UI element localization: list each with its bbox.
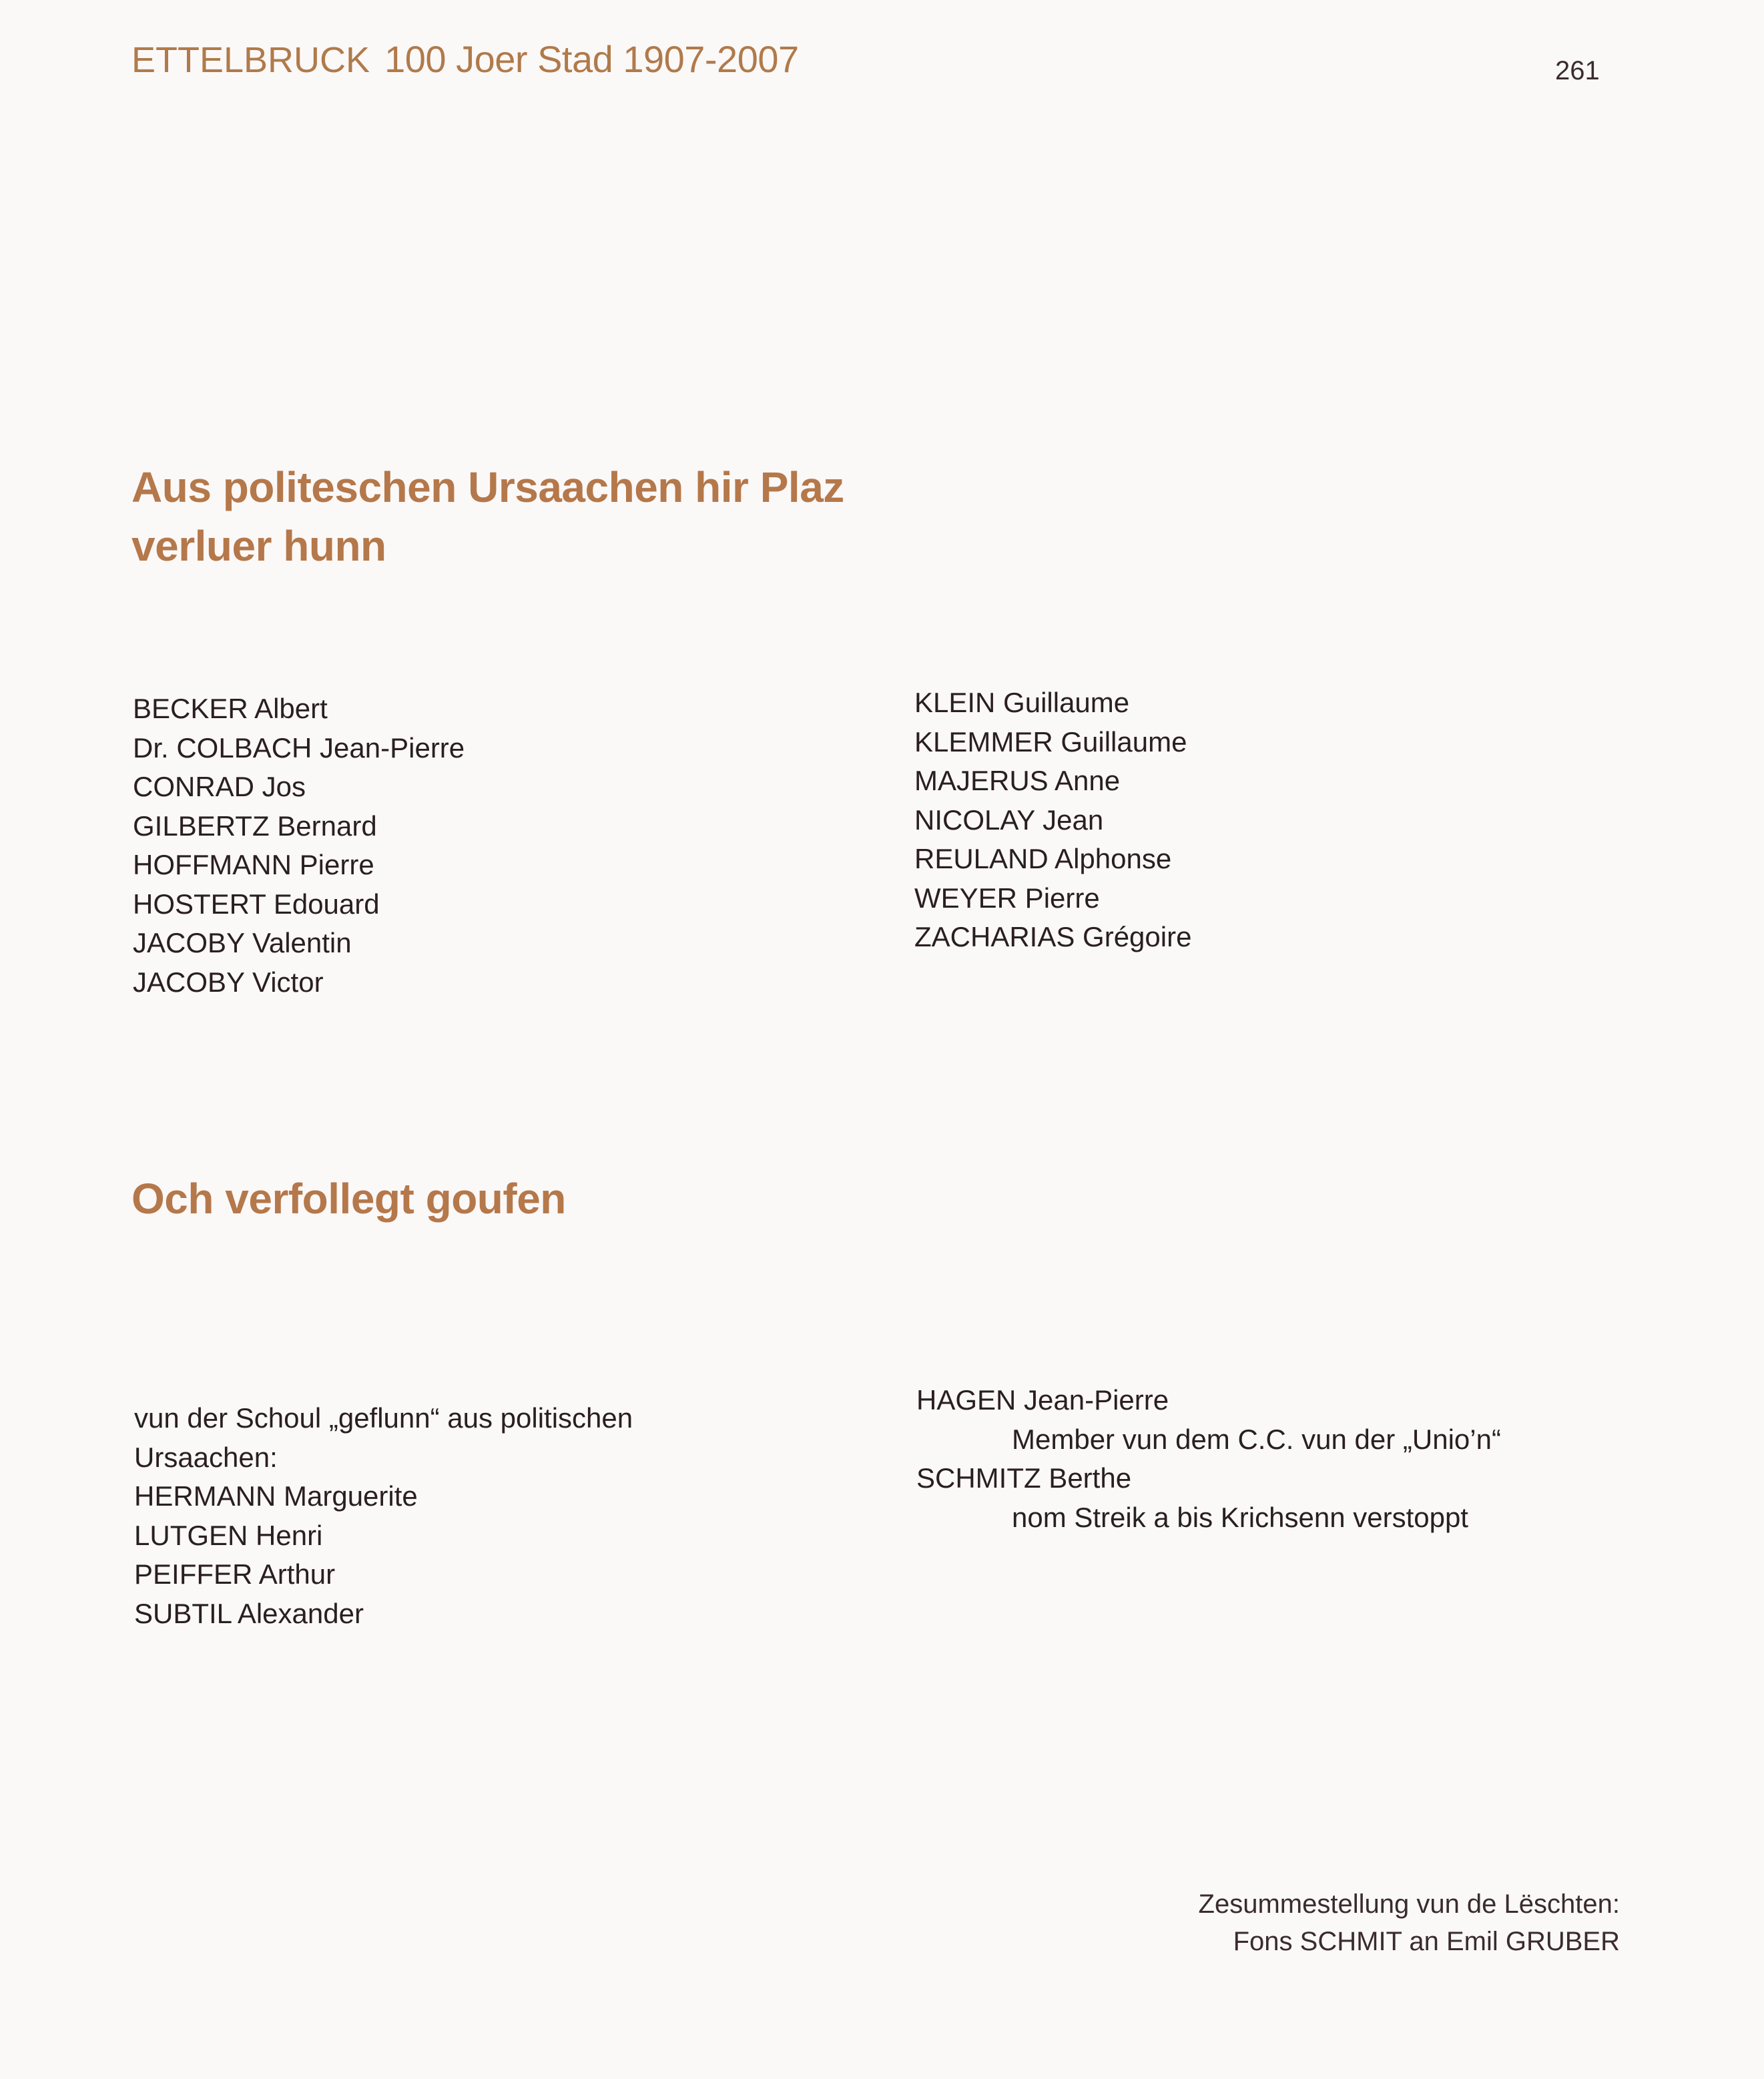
list-item: HAGEN Jean-Pierre: [916, 1384, 1169, 1416]
list-item-note: Member vun dem C.C. vun der „Unio’n“: [1012, 1423, 1501, 1455]
list-item: ZACHARIAS Grégoire: [914, 921, 1192, 952]
compilation-credit: [1199, 1885, 1620, 1960]
list-item: BECKER Albert: [133, 693, 328, 724]
name-list-right: [914, 683, 1191, 957]
list-item: JACOBY Victor: [133, 966, 324, 998]
list-item: Dr. COLBACH Jean-Pierre: [133, 731, 465, 764]
list-item: HERMANN Marguerite: [134, 1480, 418, 1512]
section-heading-persecuted: Och verfollegt goufen: [131, 1175, 566, 1223]
heading-line: verluer hunn: [131, 522, 386, 570]
list-item: HOFFMANN Pierre: [133, 849, 374, 880]
section-heading-political: [131, 458, 844, 575]
header-town: ETTELBRUCK: [131, 40, 370, 80]
page-number: 261: [1555, 56, 1600, 85]
list-item: NICOLAY Jean: [914, 804, 1104, 836]
list-item: KLEIN Guillaume: [914, 687, 1130, 718]
list-item: SCHMITZ Berthe: [916, 1462, 1132, 1494]
header-subtitle: 100 Joer Stad 1907-2007: [384, 38, 799, 80]
running-header: [131, 37, 799, 81]
list-intro: vun der Schoul „geflunn“ aus politischen: [134, 1402, 633, 1434]
list-item: KLEMMER Guillaume: [914, 725, 1187, 758]
list-item: MAJERUS Anne: [914, 765, 1121, 796]
persecuted-list: [916, 1381, 1501, 1537]
list-item: HOSTERT Edouard: [133, 888, 380, 920]
list-item: SUBTIL Alexander: [134, 1597, 364, 1629]
list-item: PEIFFER Arthur: [134, 1558, 336, 1590]
list-item: LUTGEN Henri: [134, 1519, 323, 1551]
list-item: REULAND Alphonse: [914, 843, 1172, 874]
list-item-note: nom Streik a bis Krichsenn verstoppt: [1012, 1501, 1468, 1533]
list-item: GILBERTZ Bernard: [133, 810, 377, 842]
name-list-left: [133, 689, 465, 1002]
credit-line: Fons SCHMIT an Emil GRUBER: [1233, 1927, 1620, 1956]
list-item: WEYER Pierre: [914, 882, 1100, 914]
heading-line: Aus politeschen Ursaachen hir Plaz: [131, 463, 844, 511]
list-item: CONRAD Jos: [133, 771, 306, 802]
list-item: JACOBY Valentin: [133, 927, 352, 958]
expelled-students-list: [134, 1399, 633, 1633]
list-intro: Ursaachen:: [134, 1441, 278, 1473]
credit-line: Zesummestellung vun de Lëschten:: [1198, 1889, 1620, 1919]
